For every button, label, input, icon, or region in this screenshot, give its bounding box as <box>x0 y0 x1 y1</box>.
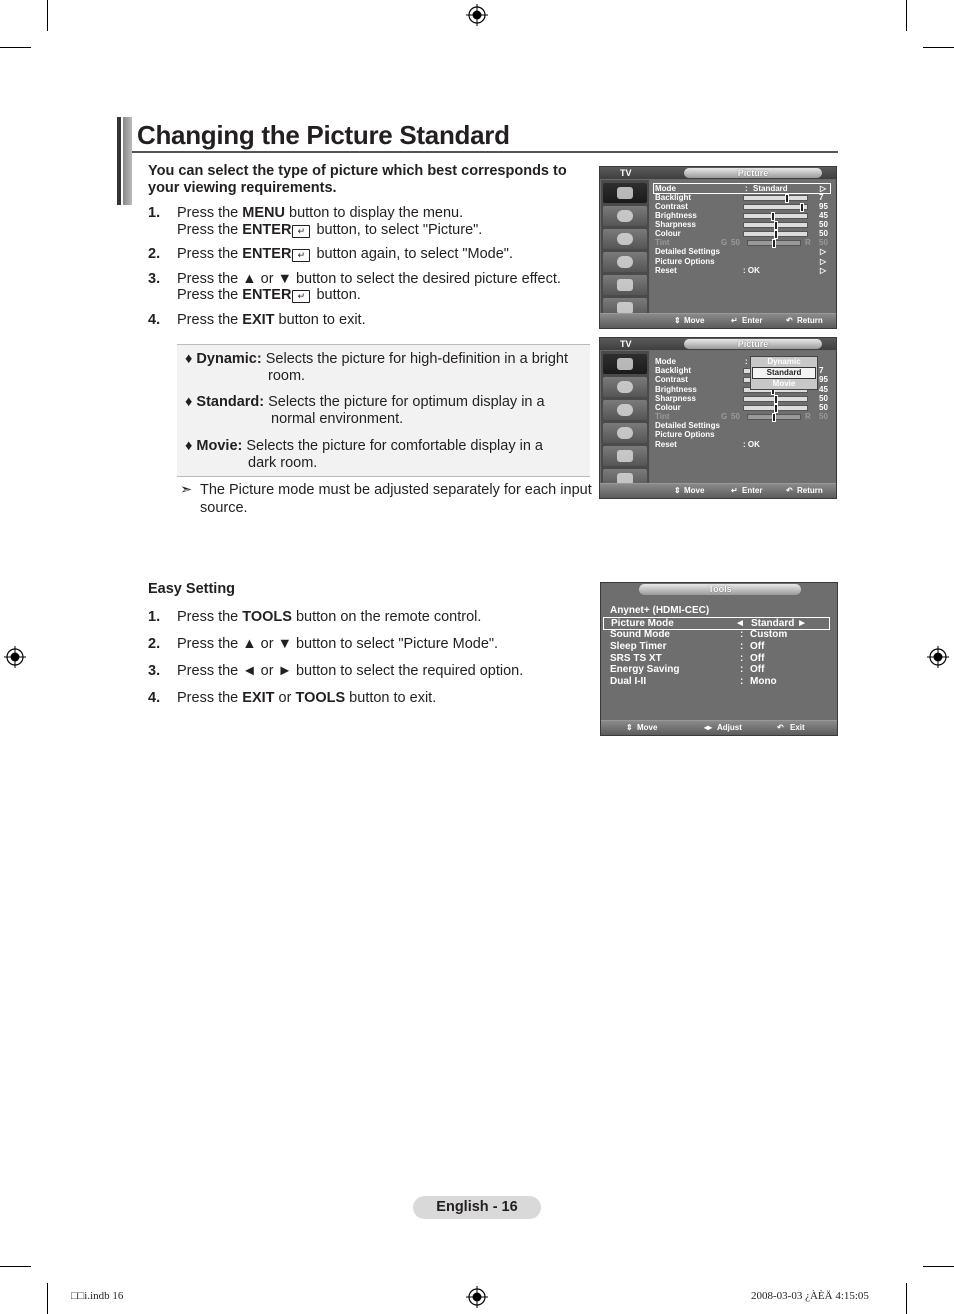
input-icon <box>603 446 647 466</box>
easy-step-4: 4. Press the EXIT or TOOLS button to exit. <box>148 690 437 706</box>
crop-mark <box>0 1266 31 1267</box>
picture-modes-box <box>177 344 590 477</box>
registration-mark-icon <box>4 646 26 668</box>
picture-steps <box>148 205 588 336</box>
easy-step-2: 2. Press the ▲ or ▼ button to select "Picture Mode". <box>148 636 499 652</box>
sound-icon <box>603 206 647 226</box>
osd-row-contrast[interactable]: Contrast 95 <box>655 375 828 384</box>
easy-step-1: 1. Press the TOOLS button on the remote control. <box>148 609 482 625</box>
move-icon: ⇕ <box>626 723 633 732</box>
tools-row-dual[interactable]: Dual I-II : Mono <box>610 676 777 687</box>
tools-title: Tools <box>639 584 801 595</box>
enter-icon: ↵ <box>292 249 310 262</box>
dropdown-option-movie[interactable]: Movie <box>772 379 796 388</box>
enter-icon: ↵ <box>292 225 310 238</box>
step-3: 3. Press the ▲ or ▼ button to select the desired picture effect. Press the ENTER ↵ button. <box>148 270 561 303</box>
osd-row-colour[interactable]: Colour 50 <box>655 229 828 238</box>
step-4: 4. Press the EXIT button to exit. <box>148 311 366 328</box>
chevron-right-icon: ▷ <box>820 247 827 256</box>
registration-mark-icon <box>927 646 949 668</box>
page-title: Changing the Picture Standard <box>137 120 510 150</box>
adjust-icon: ◂▸ <box>704 723 713 732</box>
tools-row-sound-mode[interactable]: Sound Mode : Custom <box>610 629 788 640</box>
note-arrow-icon: ➣ <box>180 482 193 498</box>
step-2: 2. Press the ENTER ↵ button again, to select "Mode". <box>148 246 513 262</box>
picture-icon <box>603 354 647 374</box>
osd-row-options[interactable]: Picture Options ▷ <box>655 257 827 266</box>
footer-timestamp: 2008-03-03 ¿ÀÈÄ 4:15:05 <box>751 1290 869 1302</box>
note: ➣ The Picture mode must be adjusted separately for each input source. <box>180 482 592 516</box>
chevron-right-icon: ▷ <box>820 184 827 193</box>
tools-row-picture-mode[interactable]: Picture Mode ◄ Standard ► <box>603 617 830 630</box>
osd-footer: ⇕ Move ↵ Enter ↶ Return <box>600 313 836 328</box>
osd-row-backlight[interactable]: Backlight 7 <box>655 193 824 202</box>
osd-row-reset[interactable]: Reset : OK ▷ <box>655 266 827 275</box>
osd-row-tint: Tint G 50 R 50 <box>655 412 828 421</box>
mode-movie: ♦ Movie: Selects the picture for comfortable display in a dark room. <box>185 438 543 471</box>
osd-row-detailed[interactable]: Detailed Settings <box>655 421 720 430</box>
osd-footer: ⇕ Move ↵ Enter ↶ Return <box>600 483 836 498</box>
return-icon: ↶ <box>786 486 793 495</box>
osd-row-detailed[interactable]: Detailed Settings ▷ <box>655 247 827 256</box>
easy-steps <box>148 609 588 715</box>
crop-mark <box>923 1266 954 1267</box>
osd-row-reset[interactable]: Reset : OK <box>655 440 760 449</box>
move-icon: ⇕ <box>674 486 681 495</box>
osd-row-backlight[interactable]: Backlight 7 <box>655 366 824 375</box>
tools-footer: ⇕ Move ◂▸ Adjust ↶ Exit <box>601 720 837 735</box>
osd-row-colour[interactable]: Colour 50 <box>655 403 828 412</box>
move-icon: ⇕ <box>674 316 681 325</box>
crop-mark <box>47 1283 48 1314</box>
osd-row-sharpness[interactable]: Sharpness 50 <box>655 394 828 403</box>
dropdown-option-dynamic[interactable]: Dynamic <box>767 357 801 366</box>
title-underline <box>132 151 838 153</box>
osd-menu-title: Picture <box>684 168 822 178</box>
easy-setting-heading: Easy Setting <box>148 581 236 597</box>
crop-mark <box>923 47 954 48</box>
setup-icon <box>603 252 647 272</box>
mode-dynamic: ♦ Dynamic: Selects the picture for high-definition in a bright room. <box>185 351 568 384</box>
osd-row-options[interactable]: Picture Options <box>655 430 715 439</box>
picture-icon <box>603 183 647 203</box>
enter-icon: ↵ <box>292 290 310 303</box>
osd-menu-title: Picture <box>684 339 822 349</box>
step-1: 1. Press the MENU button to display the menu. Press the ENTER ↵ button, to select "Picture". <box>148 205 483 238</box>
tools-menu <box>600 582 838 736</box>
enter-icon: ↵ <box>731 316 738 325</box>
channel-icon <box>603 229 647 249</box>
osd-picture-menu: TV Picture Mode : Standard ▷ Backlight 7 Contrast 95 Brightness 45 Sharpness 50 Colour 50 Tint G 50 R 50 Detailed Settings ▷ Picture Options ▷ Reset : OK ▷ ⇕ Move ↵ Enter ↶ Return <box>599 166 837 329</box>
registration-mark-icon <box>466 1286 488 1308</box>
input-icon <box>603 275 647 295</box>
osd-row-brightness[interactable]: Brightness 45 <box>655 211 828 220</box>
intro-text: You can select the type of picture which best corresponds to your viewing requirements. <box>148 163 567 196</box>
sound-icon <box>603 377 647 397</box>
setup-icon <box>603 423 647 443</box>
easy-step-3: 3. Press the ◄ or ► button to select the required option. <box>148 663 524 679</box>
chevron-right-icon: ▷ <box>820 266 827 275</box>
mode-dropdown <box>750 356 818 390</box>
osd-row-contrast[interactable]: Contrast 95 <box>655 202 828 211</box>
enter-icon: ↵ <box>731 486 738 495</box>
tools-row-srs[interactable]: SRS TS XT : Off <box>610 653 765 664</box>
footer-file-info: □□i.indb 16 <box>71 1290 124 1302</box>
osd-row-sharpness[interactable]: Sharpness 50 <box>655 220 828 229</box>
tools-row-anynet[interactable]: Anynet+ (HDMI-CEC) <box>610 605 710 616</box>
return-icon: ↶ <box>786 316 793 325</box>
tools-row-sleep-timer[interactable]: Sleep Timer : Off <box>610 641 765 652</box>
osd-picture-menu-dropdown: TV Picture Mode : Backlight 7 Contrast 95 Brightness 45 Sharpness 50 Colour 50 Tint G 50 R 50 Detailed Settings Picture Options Reset : OK Dynamic Standard Movie ⇕ Move ↵ Enter ↶ Return <box>599 337 837 499</box>
page-number-badge: English - 16 <box>413 1196 541 1219</box>
return-icon: ↶ <box>777 723 784 732</box>
crop-mark <box>906 1283 907 1314</box>
chevron-right-icon: ▷ <box>820 257 827 266</box>
title-accent-bar <box>117 117 132 205</box>
osd-row-mode[interactable]: Mode : <box>655 357 748 366</box>
registration-mark-icon <box>466 4 488 26</box>
osd-row-brightness[interactable]: Brightness 45 <box>655 385 828 394</box>
osd-sidebar <box>601 180 649 321</box>
mode-standard: ♦ Standard: Selects the picture for optimum display in a normal environment. <box>185 394 545 427</box>
crop-mark <box>0 47 31 48</box>
crop-mark <box>906 0 907 31</box>
crop-mark <box>47 0 48 31</box>
channel-icon <box>603 400 647 420</box>
dropdown-option-standard[interactable]: Standard <box>752 367 816 379</box>
osd-sidebar <box>601 351 649 492</box>
tools-row-energy-saving[interactable]: Energy Saving : Off <box>610 664 765 675</box>
osd-row-mode[interactable]: Mode : Standard ▷ <box>655 184 833 193</box>
arrow-left-icon: ◄ <box>735 618 745 629</box>
osd-row-tint: Tint G 50 R 50 <box>655 238 828 247</box>
